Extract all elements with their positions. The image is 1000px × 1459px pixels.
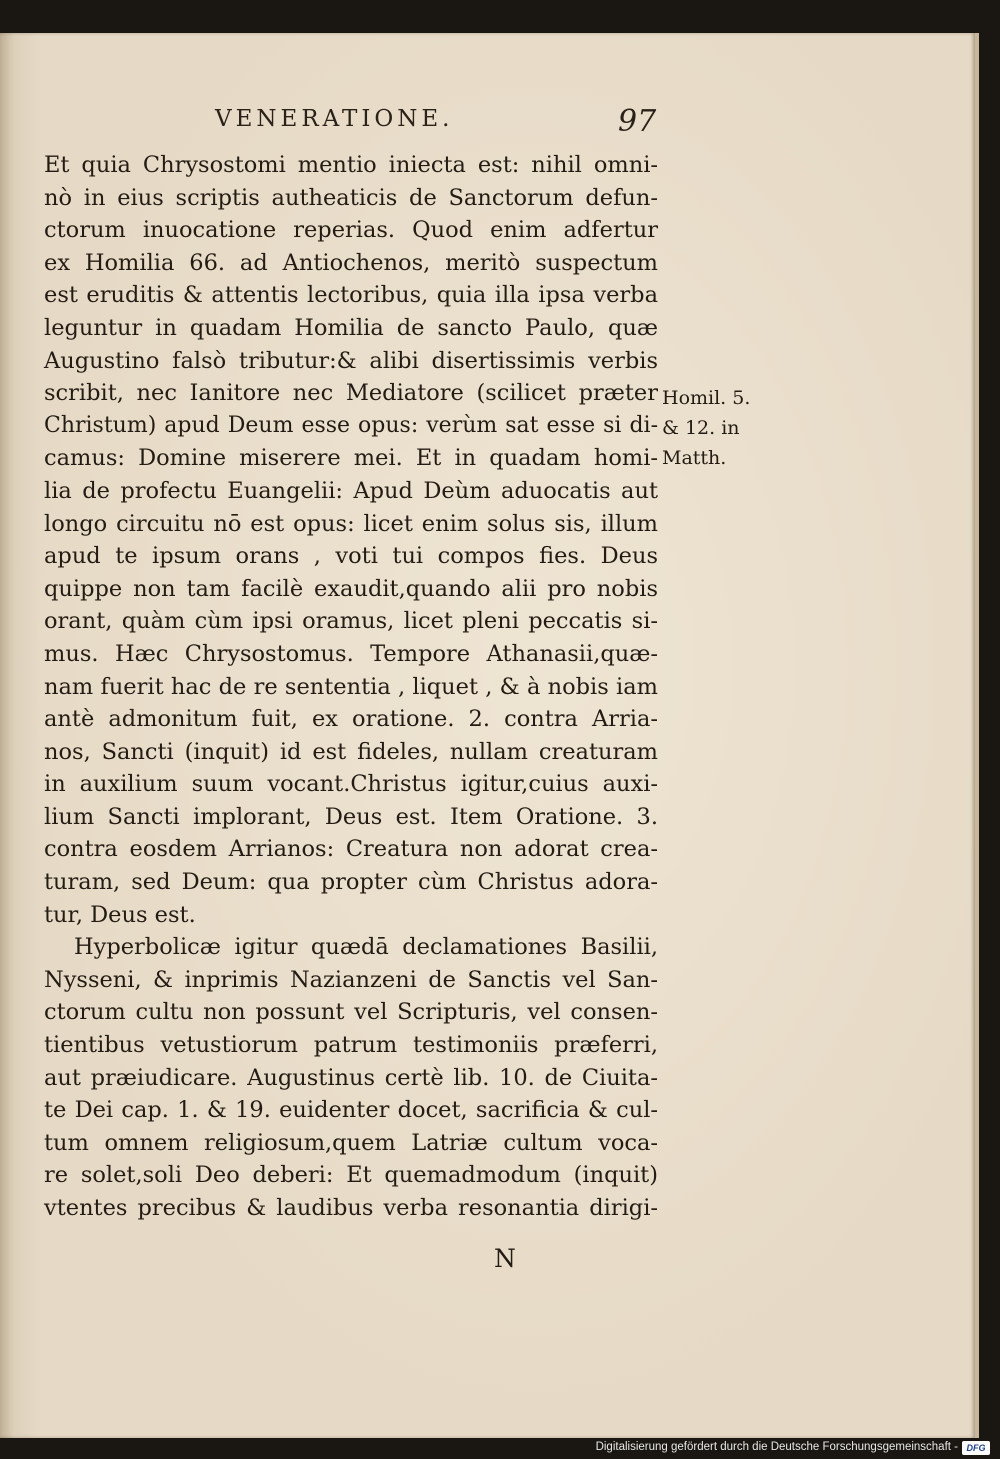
margin-note-line: & 12. in (662, 417, 740, 439)
text-line: nos, Sancti (inquit) id est fideles, nullam creaturam (44, 738, 658, 765)
text-line: orant, quàm cùm ipsi oramus, licet pleni peccatis si- (44, 608, 658, 635)
footer-credit: Digitalisierung gefördert durch die Deutsche Forschungsgemeinschaft - (595, 1441, 958, 1453)
text-line: ex Homilia 66. ad Antiochenos, meritò suspectum (44, 249, 658, 276)
footer-bar (0, 1438, 1000, 1459)
signature-mark: N (494, 1244, 516, 1273)
margin-note-line: Matth. (662, 447, 727, 469)
text-line: antè admonitum fuit, ex oratione. 2. contra Arria- (44, 706, 658, 733)
page-edge (975, 33, 979, 1438)
text-line: leguntur in quadam Homilia de sancto Paulo, quæ (44, 314, 658, 341)
dfg-logo: DFG (962, 1441, 990, 1455)
text-line: Augustino falsò tributur:& alibi disertissimis verbis (44, 347, 658, 374)
text-line: apud te ipsum orans , voti tui compos fies. Deus (44, 543, 658, 570)
text-line: Et quia Chrysostomi mentio iniecta est: nihil omni- (44, 152, 658, 178)
text-line: nò in eius scriptis autheaticis de Sanctorum defun- (44, 184, 658, 211)
text-line: nam fuerit hac de re sententia , liquet , & à nobis iam (44, 673, 658, 700)
text-line: Christum) apud Deum esse opus: verùm sat esse si di- (44, 412, 658, 438)
margin-note-line: Homil. 5. (662, 387, 751, 409)
text-line: ctorum inuocatione reperias. Quod enim adfertur (44, 217, 658, 244)
text-line: camus: Domine miserere mei. Et in quadam homi- (44, 445, 658, 472)
text-line: est eruditis & attentis lectoribus, quia illa ipsa verba (44, 282, 658, 309)
text-line: ctorum cultu non possunt vel Scripturis, vel consen- (44, 999, 658, 1026)
margin-note (662, 383, 750, 473)
running-title: VENERATIONE. (215, 106, 454, 132)
text-line: scribit, nec Ianitore nec Mediatore (scilicet præter (44, 380, 658, 407)
text-line: in auxilium suum vocant.Christus igitur,cuius auxi- (44, 771, 658, 798)
text-line: Nysseni, & inprimis Nazianzeni de Sanctis vel San- (44, 966, 658, 993)
body-text (44, 149, 658, 1225)
text-line: lium Sancti implorant, Deus est. Item Oratione. 3. (44, 803, 658, 830)
text-line: quippe non tam facilè exaudit,quando alii pro nobis (44, 575, 658, 602)
text-line: turam, sed Deum: qua propter cùm Christus adora- (44, 869, 658, 896)
text-line: re solet,soli Deo deberi: Et quemadmodum (inquit) (44, 1162, 658, 1189)
text-line: aut præiudicare. Augustinus certè lib. 10. de Ciuita- (44, 1064, 658, 1091)
text-line: contra eosdem Arrianos: Creatura non adorat crea- (44, 836, 658, 863)
text-line: tientibus vetustiorum patrum testimoniis præferri, (44, 1032, 658, 1059)
text-line: te Dei cap. 1. & 19. euidenter docet, sacrificia & cul- (44, 1097, 658, 1124)
text-line: mus. Hæc Chrysostomus. Tempore Athanasii,quæ- (44, 640, 658, 667)
text-line: Hyperbolicæ igitur quædā declamationes Basilii, (74, 934, 658, 961)
page-number: 97 (618, 104, 657, 139)
text-line: longo circuitu nō est opus: licet enim solus sis, illum (44, 510, 658, 537)
text-line: tur, Deus est. (44, 901, 196, 928)
text-line: vtentes precibus & laudibus verba resonantia dirigi- (44, 1195, 658, 1221)
text-line: lia de profectu Euangelii: Apud Deùm aduocatis aut (44, 477, 658, 504)
text-line: tum omnem religiosum,quem Latriæ cultum voca- (44, 1129, 658, 1156)
